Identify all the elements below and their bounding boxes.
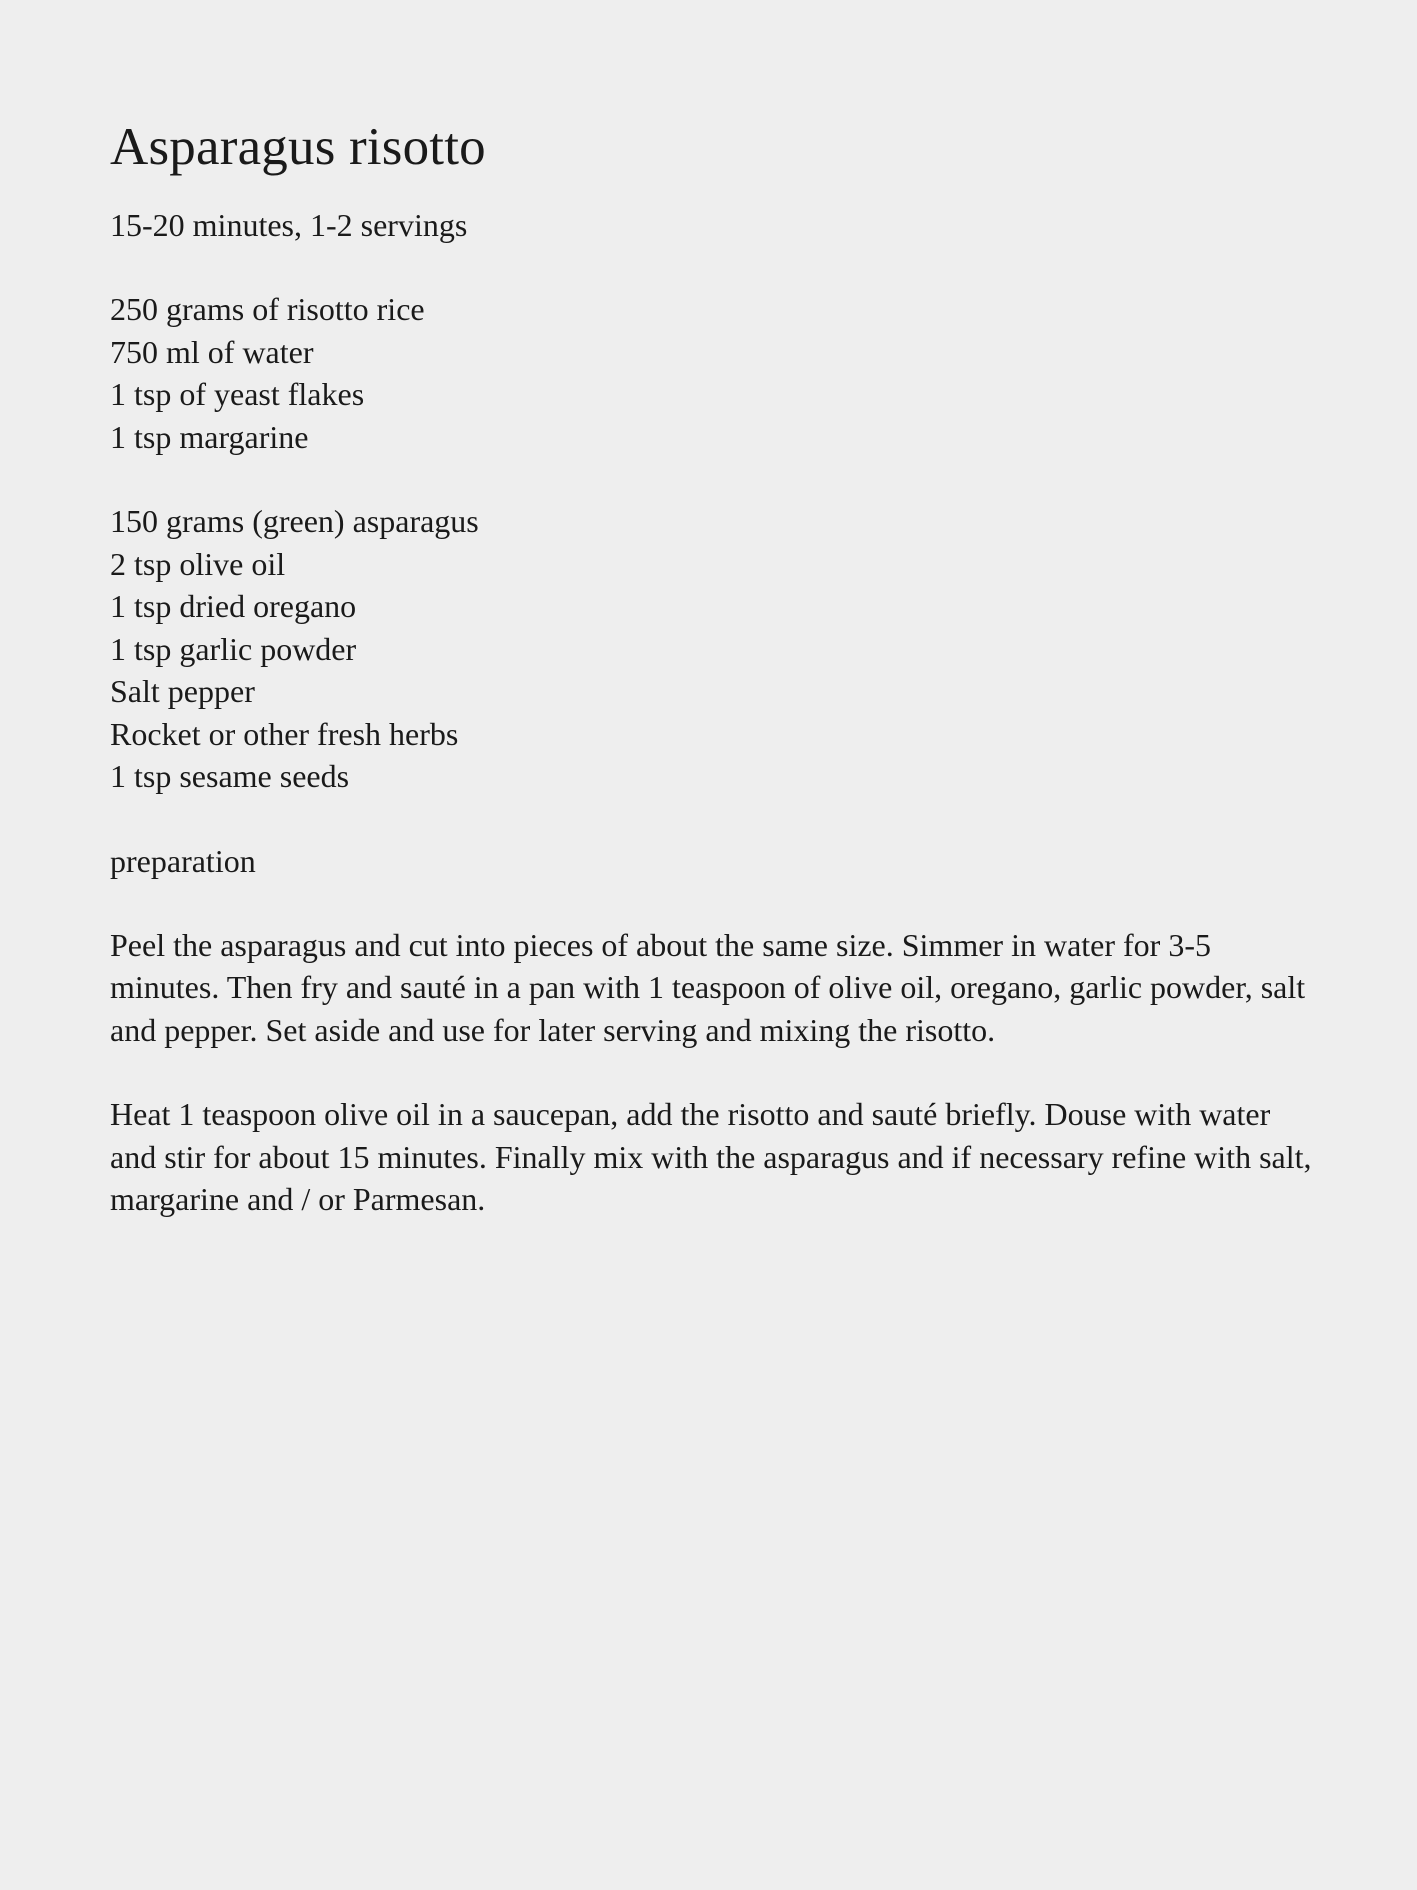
preparation-step: Heat 1 teaspoon olive oil in a saucepan, add the risotto and sauté briefly. Douse with water and stir for about 15 minutes. Finally mix with the asparagus and if necessary refine with salt, margarine and / or Parmesan. [110, 1096, 1312, 1217]
ingredient-item: 750 ml of water [110, 333, 314, 370]
ingredient-item: Rocket or other fresh herbs [110, 715, 459, 752]
ingredient-item: 250 grams of risotto rice [110, 291, 425, 327]
ingredient-item: Salt pepper [110, 673, 255, 709]
preparation-heading: preparation [110, 842, 256, 879]
ingredient-group-base [110, 288, 1307, 458]
ingredient-item: 1 tsp dried oregano [110, 588, 357, 624]
preparation-step: Peel the asparagus and cut into pieces of about the same size. Simmer in water for 3-5 minutes. Then fry and sauté in a pan with 1 teaspoon of olive oil, oregano, garlic powder, salt and pepper. Set aside and use for later serving and mixing the risotto. [110, 926, 1306, 1048]
ingredient-item: 2 tsp olive oil [110, 545, 286, 582]
ingredient-item: 1 tsp sesame seeds [110, 758, 350, 794]
recipe-title: Asparagus risotto [110, 118, 486, 176]
ingredient-item: 1 tsp garlic powder [110, 630, 357, 667]
ingredient-item: 1 tsp of yeast flakes [110, 376, 365, 412]
ingredient-group-asparagus [110, 500, 1307, 798]
ingredient-item: 1 tsp margarine [110, 418, 309, 455]
recipe-meta: 15-20 minutes, 1-2 servings [110, 207, 468, 243]
ingredient-item: 150 grams (green) asparagus [110, 503, 479, 539]
